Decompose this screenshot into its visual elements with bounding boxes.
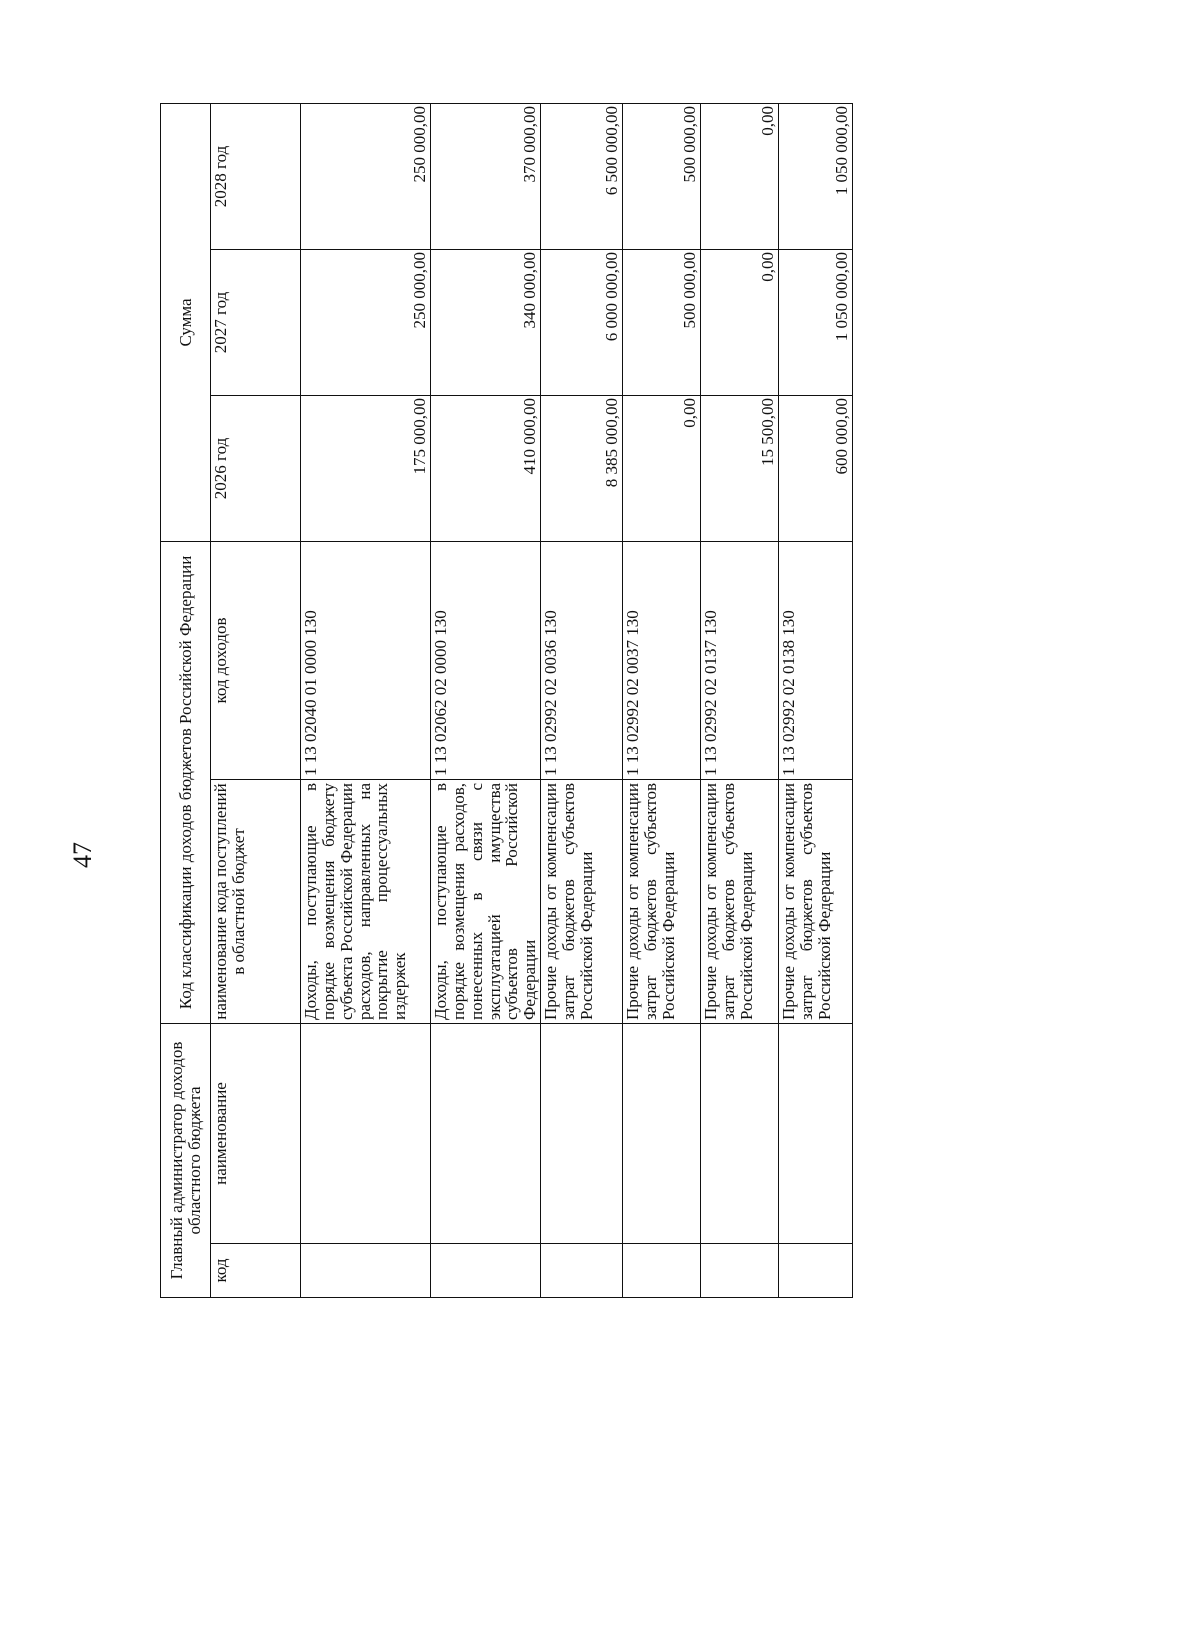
- header-row-1: [161, 103, 211, 1297]
- income-name-cell: Прочие доходы от компенсации затрат бюджетов субъектов Российской Федерации: [623, 780, 701, 1024]
- amount-2027-cell: 250 000,00: [301, 249, 431, 395]
- admin-code-cell: [779, 1244, 853, 1298]
- amount-2028-cell: 1 050 000,00: [779, 103, 853, 249]
- admin-code-cell: [431, 1244, 541, 1298]
- year-2026-header: 2026 год: [211, 395, 301, 541]
- admin-code-cell: [701, 1244, 779, 1298]
- amount-2026-cell: 0,00: [623, 395, 701, 541]
- income-name-cell: Доходы, поступающие в порядке возмещения бюджету субъекта Российской Федерации расходов, направленных на покрытие процессуальных издержек: [301, 780, 431, 1024]
- admin-code-cell: [541, 1244, 623, 1298]
- amount-2027-cell: 6 000 000,00: [541, 249, 623, 395]
- amount-2028-cell: 250 000,00: [301, 103, 431, 249]
- admin-group-header: Главный администратор доходов областного бюджета: [161, 1024, 211, 1298]
- income-code-cell: 1 13 02992 02 0036 130: [541, 541, 623, 779]
- amount-2027-cell: 1 050 000,00: [779, 249, 853, 395]
- amount-2027-cell: 340 000,00: [431, 249, 541, 395]
- income-name-cell: Прочие доходы от компенсации затрат бюджетов субъектов Российской Федерации: [701, 780, 779, 1024]
- admin-code-cell: [623, 1244, 701, 1298]
- kbk-name-header: наименование кода поступлений в областной бюджет: [211, 780, 301, 1024]
- table-row: [623, 103, 701, 1297]
- income-code-cell: 1 13 02040 01 0000 130: [301, 541, 431, 779]
- amount-2026-cell: 8 385 000,00: [541, 395, 623, 541]
- amount-2027-cell: 0,00: [701, 249, 779, 395]
- admin-name-cell: [779, 1024, 853, 1244]
- year-2028-header: 2028 год: [211, 103, 301, 249]
- table-row: [701, 103, 779, 1297]
- income-name-cell: Прочие доходы от компенсации затрат бюджетов субъектов Российской Федерации: [541, 780, 623, 1024]
- admin-name-header: наименование: [211, 1024, 301, 1244]
- admin-code-header: код: [211, 1244, 301, 1298]
- table-row: [301, 103, 431, 1297]
- amount-2026-cell: 410 000,00: [431, 395, 541, 541]
- admin-name-cell: [431, 1024, 541, 1244]
- income-code-cell: 1 13 02992 02 0138 130: [779, 541, 853, 779]
- income-code-cell: 1 13 02062 02 0000 130: [431, 541, 541, 779]
- admin-name-cell: [623, 1024, 701, 1244]
- income-code-cell: 1 13 02992 02 0137 130: [701, 541, 779, 779]
- amount-2026-cell: 600 000,00: [779, 395, 853, 541]
- income-name-cell: Прочие доходы от компенсации затрат бюджетов субъектов Российской Федерации: [779, 780, 853, 1024]
- amount-2028-cell: 6 500 000,00: [541, 103, 623, 249]
- page-number: 47: [68, 842, 97, 868]
- income-name-cell: Доходы, поступающие в порядке возмещения расходов, понесенных в связи с эксплуатацией имущества субъектов Российской Федерации: [431, 780, 541, 1024]
- income-code-cell: 1 13 02992 02 0037 130: [623, 541, 701, 779]
- rotated-table-wrapper: [160, 104, 1200, 1283]
- amount-2026-cell: 15 500,00: [701, 395, 779, 541]
- amount-2027-cell: 500 000,00: [623, 249, 701, 395]
- sum-group-header: Сумма: [161, 103, 211, 541]
- table-row: [541, 103, 623, 1297]
- admin-name-cell: [541, 1024, 623, 1244]
- amount-2028-cell: 0,00: [701, 103, 779, 249]
- kbk-code-header: код доходов: [211, 541, 301, 779]
- table-row: [779, 103, 853, 1297]
- admin-code-cell: [301, 1244, 431, 1298]
- revenue-table: [160, 103, 853, 1298]
- header-row-2: [211, 103, 301, 1297]
- amount-2028-cell: 500 000,00: [623, 103, 701, 249]
- table-orientation-layer: [160, 104, 852, 1298]
- kbk-group-header: Код классификации доходов бюджетов Российской Федерации: [161, 541, 211, 1023]
- admin-name-cell: [701, 1024, 779, 1244]
- amount-2028-cell: 370 000,00: [431, 103, 541, 249]
- admin-name-cell: [301, 1024, 431, 1244]
- year-2027-header: 2027 год: [211, 249, 301, 395]
- table-row: [431, 103, 541, 1297]
- amount-2026-cell: 175 000,00: [301, 395, 431, 541]
